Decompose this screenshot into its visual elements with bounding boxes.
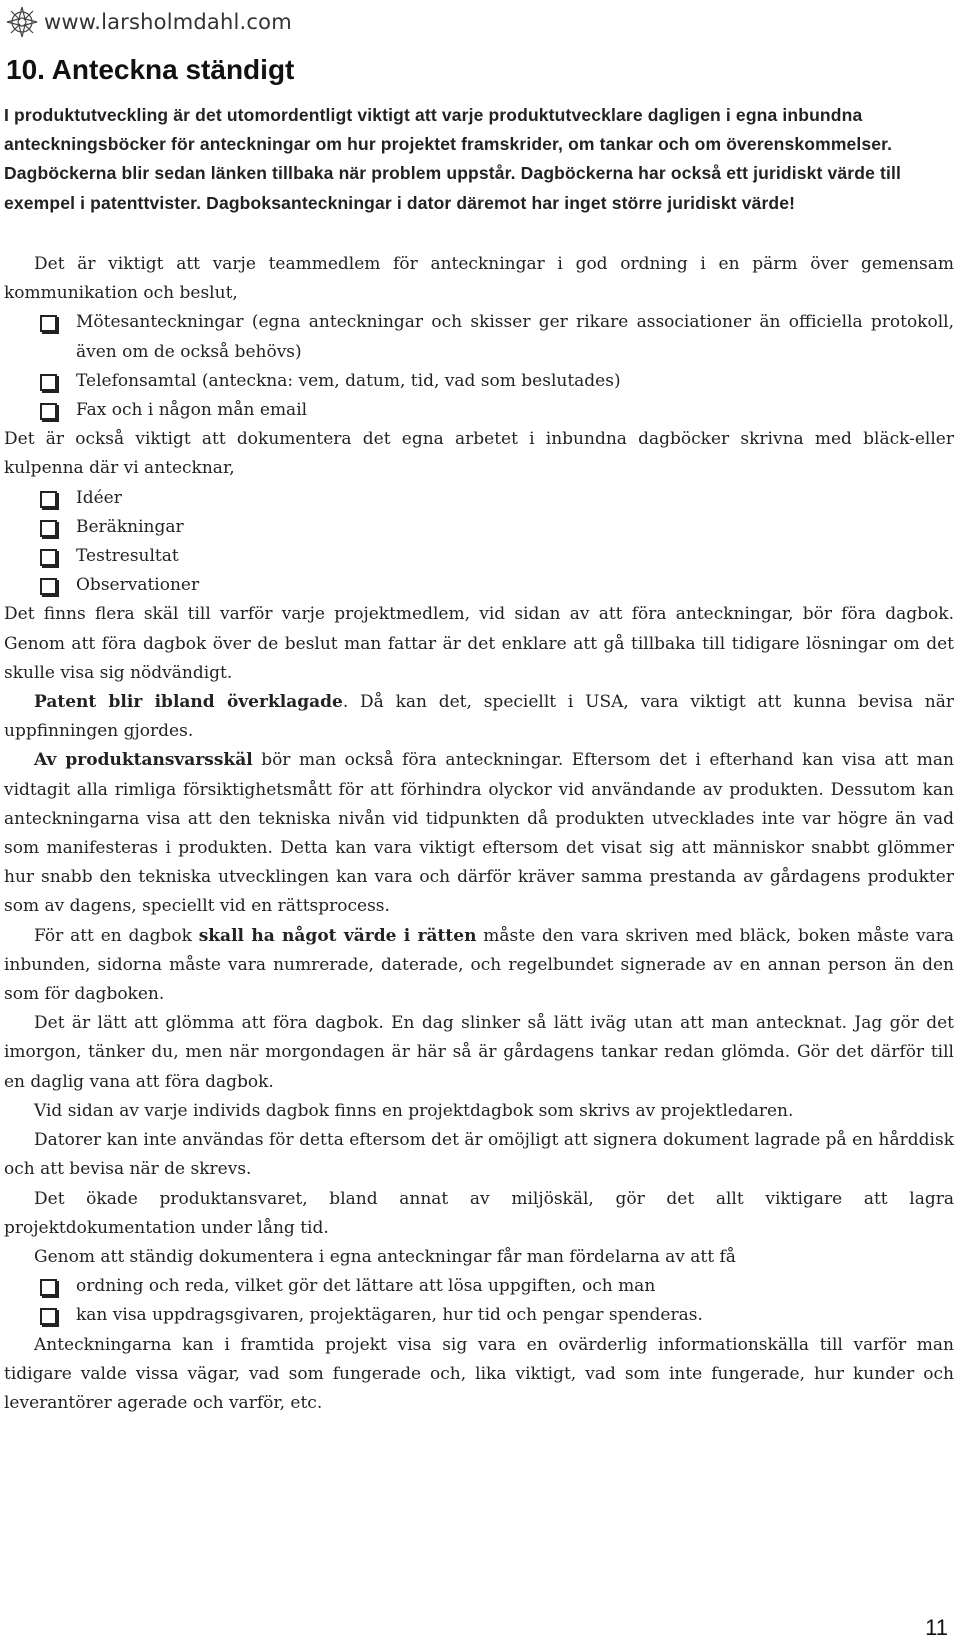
bold-phrase: Av produktansvarsskäl xyxy=(34,750,253,771)
checkbox-icon xyxy=(40,315,57,332)
paragraph: Vid sidan av varje individs dagbok finns en projektdagbok som skrivs av projektledaren. xyxy=(34,1100,794,1121)
checkbox-icon xyxy=(40,403,57,420)
list-item-text: Observationer xyxy=(76,575,200,596)
intro-paragraph: I produktutveckling är det utomordentligt viktigt att varje produktutvecklare dagligen i egna inbundna anteckningsböcker för anteckningar om hur projektet framskrider, om tankar och om överenskommelser. Dagböckerna blir sedan länken tillbaka när problem uppstår. Dagböckerna har också ett juridiskt värde till exempel i patenttvister. Dagboksanteckningar i dator däremot har inget större juridiskt värde! xyxy=(4,105,902,213)
paragraph-text: bör man också föra anteckningar. Eftersom det i efterhand kan visa att man vidtagit alla rimliga försiktighetsmått för att förhindra olyckor vid användande av produkten. Dessutom kan anteckningarna visa att den tekniska nivån vid tidpunkten då produkten utvecklades inte var högre än vad som manifesteras i produkten. Detta kan vara viktigt eftersom det visat sig att människor snabbt glömmer hur snabb den tekniska utvecklingen kan vara och därför kräver samma prestanda av gårdagens produkter som av dagens, speciellt vid en rättsprocess. xyxy=(4,750,954,917)
list-item xyxy=(4,1301,954,1330)
paragraph: Det är också viktigt att dokumentera det egna arbetet i inbundna dagböcker skrivna med bläck-eller kulpenna där vi antecknar, xyxy=(4,429,954,479)
list-item xyxy=(4,367,954,396)
paragraph xyxy=(4,746,954,921)
paragraph: Det finns flera skäl till varför varje projektmedlem, vid sidan av att föra anteckningar, bör föra dagbok. Genom att föra dagbok över de beslut man fattar är det enklare att gå tillbaka till tidigare lösningar om det skulle visa sig nödvändigt. xyxy=(4,604,954,683)
checkbox-icon xyxy=(40,520,57,537)
body-text xyxy=(4,250,954,1418)
bold-phrase: Patent blir ibland överklagade xyxy=(34,692,343,713)
list-item-text: Mötesanteckningar (egna anteckningar och skisser ger rikare associationer än officiella protokoll, även om de också behövs) xyxy=(76,312,954,362)
list-item xyxy=(4,308,954,366)
checkbox-icon xyxy=(40,578,57,595)
chapter-title: 10. Anteckna ständigt xyxy=(6,54,295,85)
checkbox-icon xyxy=(40,491,57,508)
checkbox-icon xyxy=(40,1308,57,1325)
paragraph: Anteckningarna kan i framtida projekt visa sig vara en ovärderlig informationskälla till varför man tidigare valde vissa vägar, vad som fungerade och, lika viktigt, vad som inte fungerade, hur kunder och leverantörer agerade och varför, etc. xyxy=(4,1334,954,1413)
list-item xyxy=(4,513,954,542)
paragraph: Det ökade produktansvaret, bland annat av miljöskäl, gör det allt viktigare att lagra projektdokumentation under lång tid. xyxy=(4,1188,954,1238)
paragraph-text: För att en dagbok xyxy=(34,925,199,946)
checkbox-icon xyxy=(40,374,57,391)
page-number: 11 xyxy=(925,1615,948,1640)
list-item-text: Fax och i någon mån email xyxy=(76,400,308,421)
checkbox-list xyxy=(4,1272,954,1330)
site-header xyxy=(6,4,292,40)
list-item-text: Beräkningar xyxy=(76,516,184,537)
checkbox-icon xyxy=(40,1279,57,1296)
checkbox-list xyxy=(4,308,954,425)
checkbox-icon xyxy=(40,549,57,566)
site-url: www.larsholmdahl.com xyxy=(44,10,292,34)
list-item xyxy=(4,542,954,571)
list-item-text: Idéer xyxy=(76,487,122,508)
list-item-text: Testresultat xyxy=(76,546,179,567)
list-item xyxy=(4,1272,954,1301)
paragraph: Det är lätt att glömma att föra dagbok. En dag slinker så lätt iväg utan att man antecknat. Jag gör det imorgon, tänker du, men när morgondagen är här så är gårdagens tankar redan glömda. Gör det därför till en daglig vana att föra dagbok. xyxy=(4,1013,954,1092)
list-item-text: ordning och reda, vilket gör det lättare att lösa uppgiften, och man xyxy=(76,1276,656,1297)
compass-star-icon xyxy=(6,6,38,38)
list-item xyxy=(4,571,954,600)
paragraph: Det är viktigt att varje teammedlem för anteckningar i god ordning i en pärm över gemensam kommunikation och beslut, xyxy=(4,254,954,304)
list-item-text: Telefonsamtal (anteckna: vem, datum, tid, vad som beslutades) xyxy=(76,370,621,391)
paragraph xyxy=(4,922,954,1010)
paragraph xyxy=(4,688,954,746)
list-item xyxy=(4,484,954,513)
list-item xyxy=(4,396,954,425)
list-item-text: kan visa uppdragsgivaren, projektägaren, hur tid och pengar spenderas. xyxy=(76,1305,703,1326)
checkbox-list xyxy=(4,484,954,601)
paragraph-text: . Då kan det, speciellt i USA, vara viktigt att kunna bevisa när uppfinningen gjordes. xyxy=(4,692,954,742)
paragraph: Genom att ständig dokumentera i egna anteckningar får man fördelarna av att få xyxy=(34,1246,736,1267)
paragraph: Datorer kan inte användas för detta eftersom det är omöjligt att signera dokument lagrade på en hårddisk och att bevisa när de skrevs. xyxy=(4,1130,954,1180)
paragraph-text: måste den vara skriven med bläck, boken måste vara inbunden, sidorna måste vara numrerade, daterade, och regelbundet signerade av en annan person än den som för dagboken. xyxy=(4,925,954,1005)
bold-phrase: skall ha något värde i rätten xyxy=(198,925,477,946)
